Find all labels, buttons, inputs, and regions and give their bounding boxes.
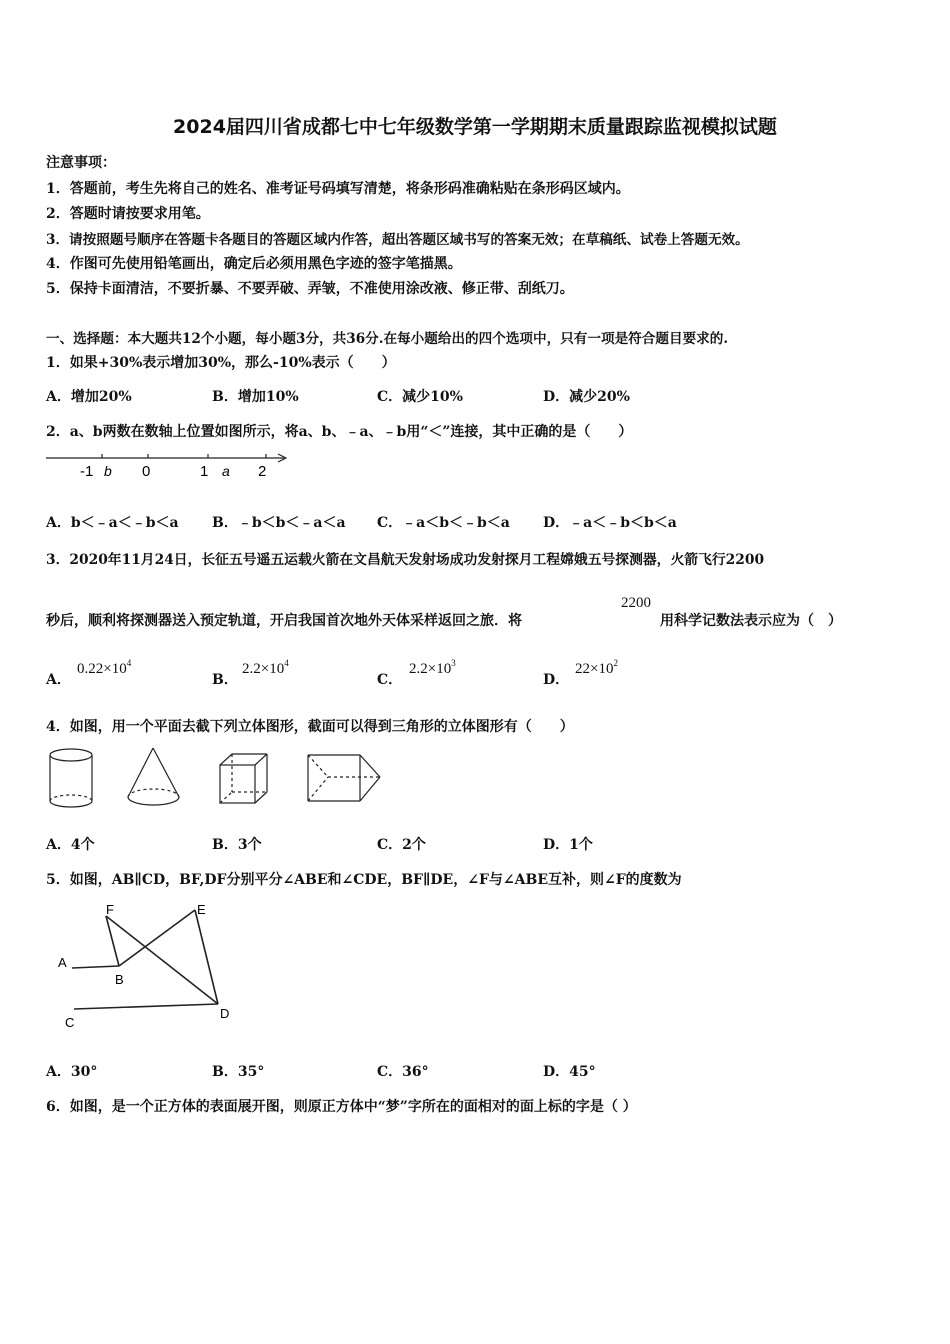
question-4-stem: 4．如图，用一个平面去截下列立体图形，截面可以得到三角形的立体图形有（ ） (46, 719, 574, 735)
q3-option-b-label: B． (212, 672, 238, 688)
number-2200: 2200 (621, 595, 651, 611)
q4-option-a: A．4个 (46, 837, 95, 853)
q1-option-d: D．减少20% (543, 389, 630, 405)
q5-option-a: A．30° (46, 1064, 98, 1080)
question-3-stem: 3．2020年11月24日，长征五号遥五运载火箭在文昌航天发射场成功发射探月工程嫦娥五号探测器，火箭飞行2200 (46, 552, 765, 568)
notice-item: 2．答题时请按要求用笔。 (46, 206, 210, 222)
q1-option-a: A．增加20% (46, 389, 132, 405)
question-3-stem-cont: 秒后，顺利将探测器送入预定轨道，开启我国首次地外天体采样返回之旅．将 (46, 613, 522, 629)
axis-label: b (104, 463, 112, 479)
notice-item: 1．答题前，考生先将自己的姓名、准考证号码填写清楚，将条形码准确粘贴在条形码区域内。 (46, 181, 630, 197)
question-3-stem-end: 用科学记数法表示应为（ ） (660, 613, 842, 629)
point-label-b: B (115, 972, 124, 987)
point-label-a: A (58, 955, 67, 970)
notice-item: 3．请按照题号顺序在答题卡各题目的答题区域内作答，超出答题区域书写的答案无效；在草稿纸、试卷上答题无效。 (46, 232, 749, 248)
axis-label: 1 (200, 463, 209, 480)
axis-label: 0 (142, 463, 151, 480)
question-1-stem: 1．如果+30%表示增加30%，那么-10%表示（ ） (46, 355, 396, 371)
point-label-f: F (106, 902, 114, 917)
notice-heading: 注意事项： (46, 155, 116, 171)
q2-option-b: B．﹣b＜b＜﹣a＜a (212, 515, 346, 531)
solids-figure (44, 745, 389, 813)
point-label-d: D (220, 1006, 230, 1021)
q3-option-d-label: D． (543, 672, 570, 688)
question-5-stem: 5．如图，AB∥CD，BF,DF分别平分∠ABE和∠CDE，BF∥DE，∠F与∠ABE互补，则∠F的度数为 (46, 872, 682, 888)
q3-option-a-label: A． (46, 672, 71, 688)
axis-label: a (222, 463, 230, 479)
cylinder-figure (50, 749, 92, 807)
q3-option-c-label: C． (377, 672, 403, 688)
angle-figure (50, 896, 240, 1032)
q5-option-b: B．35° (212, 1064, 265, 1080)
q2-option-d: D．﹣a＜﹣b＜b＜a (543, 515, 677, 531)
q2-option-c: C．﹣a＜b＜﹣b＜a (377, 515, 510, 531)
q4-option-b: B．3个 (212, 837, 262, 853)
q5-option-c: C．36° (377, 1064, 429, 1080)
page-title: 2024届四川省成都七中七年级数学第一学期期末质量跟踪监视模拟试题 (173, 116, 777, 138)
axis-label: 2 (258, 463, 267, 480)
q3-option-c-value: $2.2\times 10^3$ (409, 658, 456, 677)
cube-figure (220, 754, 267, 803)
axis-label: -1 (80, 463, 94, 480)
point-label-e: E (197, 902, 206, 917)
q2-option-a: A．b＜﹣a＜﹣b＜a (46, 515, 179, 531)
notice-item: 4．作图可先使用铅笔画出，确定后必须用黑色字迹的签字笔描黑。 (46, 256, 462, 272)
q4-option-d: D．1个 (543, 837, 593, 853)
q3-option-d-value: $22\times 10^2$ (575, 658, 618, 677)
q1-option-b: B．增加10% (212, 389, 299, 405)
q5-option-d: D．45° (543, 1064, 596, 1080)
question-6-stem: 6．如图，是一个正方体的表面展开图，则原正方体中“梦”字所在的面相对的面上标的字是（ ） (46, 1099, 637, 1115)
number-line-figure (44, 448, 290, 484)
q3-option-b-value: $2.2\times 10^4$ (242, 658, 289, 677)
section-heading: 一、选择题：本大题共12个小题，每小题3分，共36分.在每小题给出的四个选项中，只有一项是符合题目要求的. (46, 331, 729, 347)
prism-figure (308, 755, 380, 801)
q3-option-a-value: $0.22\times 10^4$ (77, 658, 132, 677)
q1-option-c: C．减少10% (377, 389, 463, 405)
point-label-c: C (65, 1015, 75, 1030)
question-2-stem: 2．a、b两数在数轴上位置如图所示，将a、b、﹣a、﹣b用“＜”连接，其中正确的是（ ） (46, 424, 633, 440)
q4-option-c: C．2个 (377, 837, 426, 853)
cone-figure (128, 748, 179, 805)
notice-item: 5．保持卡面清洁，不要折暴、不要弄破、弄皱，不准使用涂改液、修正带、刮纸刀。 (46, 281, 574, 297)
